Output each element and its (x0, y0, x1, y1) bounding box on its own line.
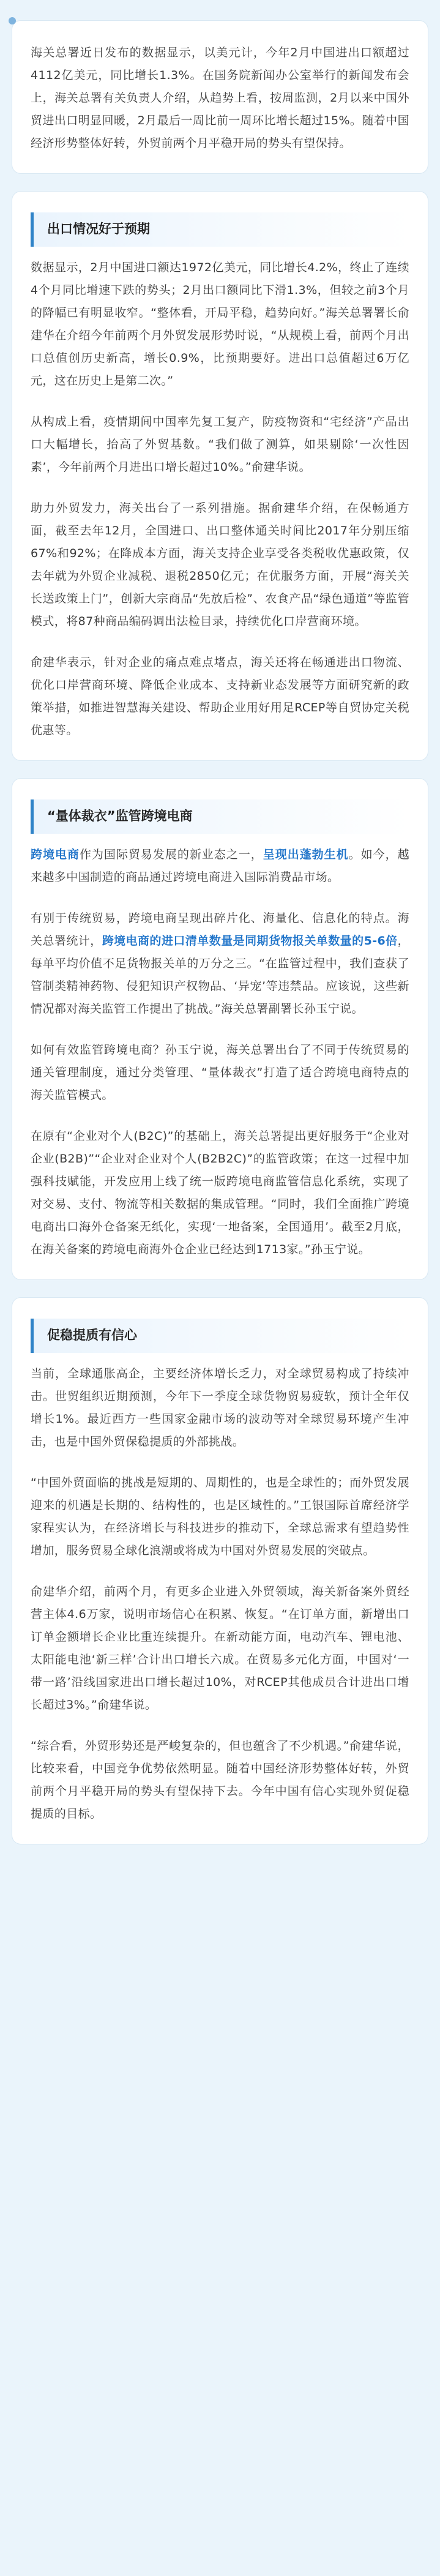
paragraph-text: 作为国际贸易发展的新业态之一， (79, 848, 263, 861)
section-export-paragraph-1: 数据显示，2月中国进口额达1972亿美元，同比增长4.2%，终止了连续4个月同比增速下跌的势头；2月出口额同比下滑1.3%，但较之前3个月的降幅已有明显收窄。“整体看，开局平稳，趋势向好。”海关总署署长俞建华在介绍今年前两个月外贸发展形势时说，“从规模上看，前两个月出口总值创历史新高，增长0.9%，比预期要好。进出口总值超过6万亿元，这在历史上是第二次。” (31, 261, 409, 388)
section-heading-ecommerce: “量体裁衣”监管跨境电商 (31, 799, 409, 834)
section-ecommerce-paragraph-4: 在原有“企业对个人(B2C)”的基础上，海关总署提出更好服务于“企业对企业(B2B)”“企业对企业对个人(B2B2C)”的监管政策；在这一过程中加强科技赋能，开发应用上线了统一版跨境电商监管信息化系统，实现了对交易、支付、物流等相关数据的集成管理。“同时，我们全面推广跨境电商出口海外仓备案无纸化，实现‘一地备案，全国通用’。截至2月底，在海关备案的跨境电商海外仓企业已经达到1713家。”孙玉宁说。 (31, 1129, 409, 1256)
section-export-paragraph-4: 俞建华表示，针对企业的痛点难点堵点，海关还将在畅通进出口物流、优化口岸营商环境、降低企业成本、支持新业态发展等方面研究新的政策举措，如推进智慧海关建设、帮助企业用好用足RCEP等自贸协定关税优惠等。 (31, 656, 409, 737)
section-heading-confidence: 促稳提质有信心 (31, 1319, 409, 1353)
section-confidence-paragraph-4: “综合看，外贸形势还是严峻复杂的，但也蕴含了不少机遇。”俞建华说，比较来看，中国竞争优势依然明显。随着中国经济形势整体好转，外贸前两个月平稳开局的势头有望保持下去。今年中国有信心实现外贸促稳提质的目标。 (31, 1739, 409, 1821)
section-export-paragraph-2: 从构成上看，疫情期间中国率先复工复产，防疫物资和“宅经济”产品出口大幅增长，抬高了外贸基数。“我们做了测算，如果剔除‘一次性因素’，今年前两个月进出口增长超过10%。”俞建华说。 (31, 415, 409, 474)
highlight-customs-ratio: 跨境电商的进口清单数量是同期货物报关单数量的5-6倍 (102, 934, 398, 948)
section-confidence-paragraph-3: 俞建华介绍，前两个月，有更多企业进入外贸领域，海关新备案外贸经营主体4.6万家，说明市场信心在积累、恢复。“在订单方面，新增出口订单金额增长企业比重连续提升。在新动能方面，电动汽车、锂电池、太阳能电池‘新三样’合计出口增长六成。在贸易多元化方面，中国对‘一带一路’沿线国家进出口增长超过10%，对RCEP其他成员合计进出口增长超过3%。”俞建华说。 (31, 1585, 409, 1712)
section-heading-export: 出口情况好于预期 (31, 212, 409, 247)
section-ecommerce-paragraph-1 (31, 844, 409, 889)
intro-card (12, 21, 428, 173)
section-ecommerce-paragraph-3: 如何有效监管跨境电商？孙玉宁说，海关总署出台了不同于传统贸易的通关管理制度，通过分类管理、“量体裁衣”打造了适合跨境电商特点的海关监管模式。 (31, 1043, 409, 1102)
corner-decoration (9, 17, 16, 24)
section-confidence-paragraph-2: “中国外贸面临的挑战是短期的、周期性的，也是全球性的；而外贸发展迎来的机遇是长期的、结构性的，也是区域性的。”工银国际首席经济学家程实认为，在经济增长与科技进步的推动下，全球总需求有望趋势性增加，服务贸易全球化浪潮或将成为中国对外贸易发展的突破点。 (31, 1476, 409, 1557)
section-ecommerce-paragraph-2 (31, 907, 409, 1020)
highlight-vitality: 呈现出蓬勃生机 (263, 848, 349, 861)
intro-paragraph: 海关总署近日发布的数据显示，以美元计，今年2月中国进出口额超过4112亿美元，同比增长1.3%。在国务院新闻办公室举行的新闻发布会上，海关总署有关负责人介绍，从趋势上看，按周监测，2月以来中国外贸进出口明显回暖，2月最后一周比前一周环比增长超过15%。随着中国经济形势整体好转，外贸前两个月平稳开局的势头有望保持。 (31, 46, 409, 150)
section-confidence-paragraph-1: 当前，全球通胀高企，主要经济体增长乏力，对全球贸易构成了持续冲击。世贸组织近期预测，今年下一季度全球货物贸易疲软，预计全年仅增长1%。最近西方一些国家金融市场的波动等对全球贸易环境产生冲击，也是中国外贸保稳提质的外部挑战。 (31, 1367, 409, 1448)
paragraph-text: 有别于传统贸易，跨境电商呈现出碎片化、海量化、信息化的特点。海关总署统计， (31, 912, 409, 948)
paragraph-text: ，每单平均价值不足货物报关单的万分之三。“在监管过程中，我们查获了管制类精神药物、侵犯知识产权物品、‘异宠’等违禁品。应该说，这些新情况都对海关监管工作提出了挑战。”海关总署副署长孙玉宁说。 (31, 934, 409, 1016)
section-ecommerce-card (12, 779, 428, 1279)
paragraph-text: 。如今，越来越多中国制造的商品通过跨境电商进入国际消费品市场。 (31, 848, 409, 884)
section-export-paragraph-3: 助力外贸发力，海关出台了一系列措施。据俞建华介绍，在保畅通方面，截至去年12月，全国进口、出口整体通关时间比2017年分别压缩67%和92%；在降成本方面，海关支持企业享受各类税收优惠政策，仅去年就为外贸企业减税、退税2850亿元；在优服务方面，开展“海关关长送政策上门”，创新大宗商品“先放后检”、农食产品“绿色通道”等监管模式，将87种商品编码调出法检目录，持续优化口岸营商环境。 (31, 501, 409, 628)
highlight-cross-border-ecommerce: 跨境电商 (31, 848, 80, 861)
section-export-card (12, 192, 428, 760)
section-confidence-card (12, 1298, 428, 1844)
